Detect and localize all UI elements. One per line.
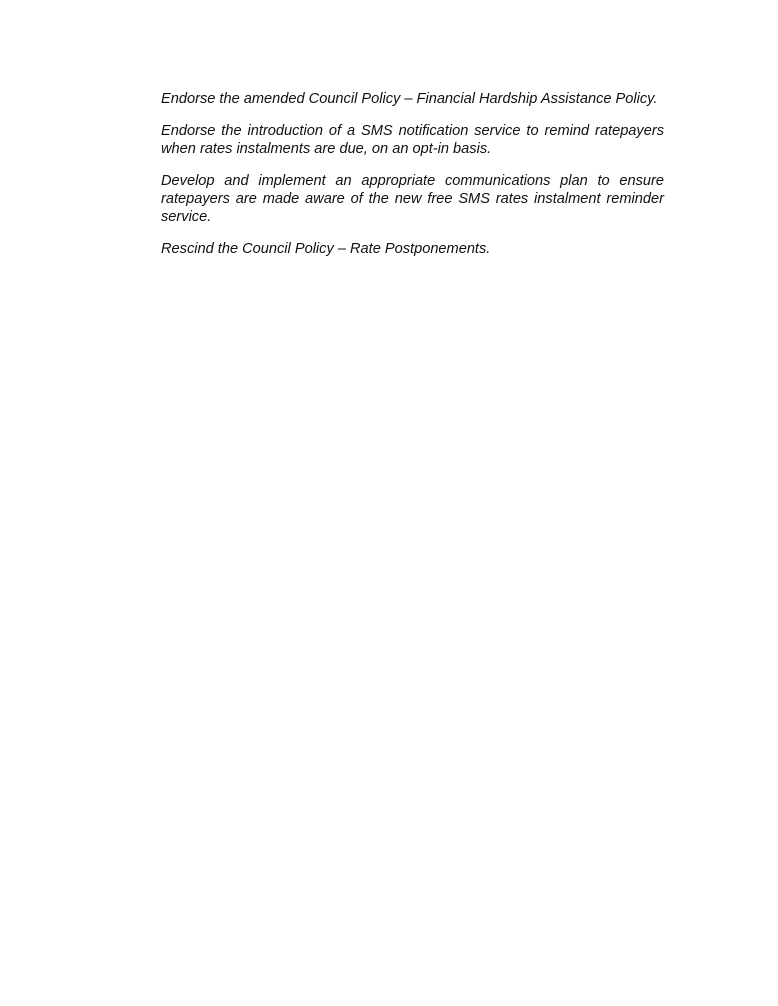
paragraph-communications-plan: Develop and implement an appropriate communications plan to ensure ratepayers are made aware of the new free SMS rates instalment reminder service. <box>161 173 664 225</box>
paragraph-hardship-policy: Endorse the amended Council Policy – Financial Hardship Assistance Policy. <box>161 91 658 107</box>
recommendations-list <box>161 90 664 272</box>
paragraph-sms-service: Endorse the introduction of a SMS notification service to remind ratepayers when rates instalments are due, on an opt-in basis. <box>161 123 664 157</box>
paragraph-rescind-policy: Rescind the Council Policy – Rate Postponements. <box>161 241 491 257</box>
